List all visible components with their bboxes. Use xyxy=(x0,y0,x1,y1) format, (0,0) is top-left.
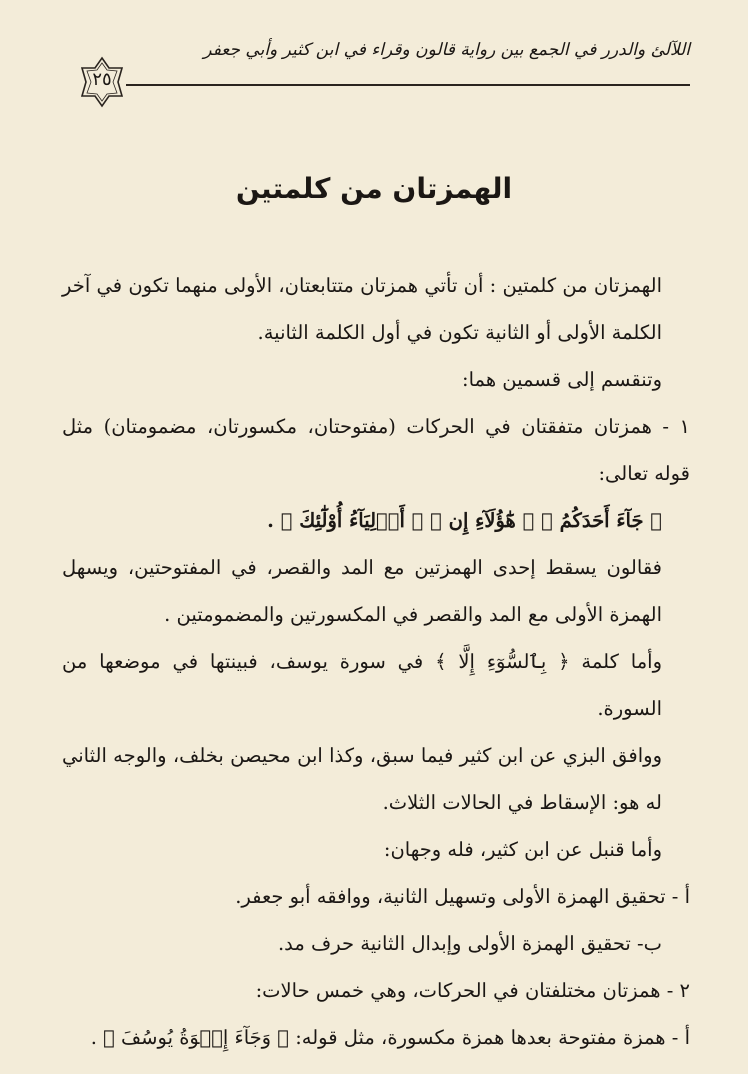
section-title: الهمزتان من كلمتين xyxy=(235,172,513,205)
paragraph-first-type: ١ - همزتان متفقتان في الحركات (مفتوحتان، مكسورتان، مضمومتان) مثل قوله تعالى: xyxy=(62,415,690,485)
paragraph-qalun-rule: فقالون يسقط إحدى الهمزتين مع المد والقصر، في المفتوحتين، ويسهل الهمزة الأولى مع المد والقصر في المكسورتين والمضمومتين . xyxy=(62,556,662,626)
paragraph-yusuf-note: وأما كلمة ﴿ بِٱلسُّوٓءِ إِلَّا ﴾ في سورة يوسف، فبينتها في موضعها من السورة. xyxy=(62,650,662,720)
header-rule xyxy=(126,84,690,86)
body-text xyxy=(62,262,690,1061)
paragraph-second-type: ٢ - همزتان مختلفتان في الحركات، وهي خمس حالات: xyxy=(255,979,690,1002)
list-item-b: ب- تحقيق الهمزة الأولى وإبدال الثانية حرف مد. xyxy=(277,932,662,955)
page-number: ٢٥ xyxy=(92,69,112,90)
running-header: اللآلئ والدرر في الجمع بين رواية قالون وقراء في ابن كثير وأبي جعفر xyxy=(203,40,690,60)
paragraph-bazzi-rule: ووافق البزي عن ابن كثير فيما سبق، وكذا ابن محيصن بخلف، والوجه الثاني له هو: الإسقاط في الحالات الثلاث. xyxy=(62,744,662,814)
quran-examples: ﴿ جَآءَ أَحَدَكُمُ ﴾ ﴿ هَٰٓؤُلَآءِ إِن ﴾ ﴿ أَوۡلِيَآءُ أُوْلَٰٓئِكَ ﴾ . xyxy=(267,509,662,532)
paragraph-qunbul-rule: وأما قنبل عن ابن كثير، فله وجهان: xyxy=(383,838,662,861)
list-item-a: أ - تحقيق الهمزة الأولى وتسهيل الثانية، ووافقه أبو جعفر. xyxy=(235,885,690,908)
paragraph-definition: الهمزتان من كلمتين : أن تأتي همزتان متتابعتان، الأولى منهما تكون في آخر الكلمة الأولى أو الثانية تكون في أول الكلمة الثانية. xyxy=(62,274,662,344)
paragraph-division: وتنقسم إلى قسمين هما: xyxy=(462,368,662,391)
page-number-badge xyxy=(76,56,128,108)
list-item-second-a: أ - همزة مفتوحة بعدها همزة مكسورة، مثل قوله: ﴿ وَجَآءَ إِخۡوَةُ يُوسُفَ ﴾ . xyxy=(90,1026,690,1049)
